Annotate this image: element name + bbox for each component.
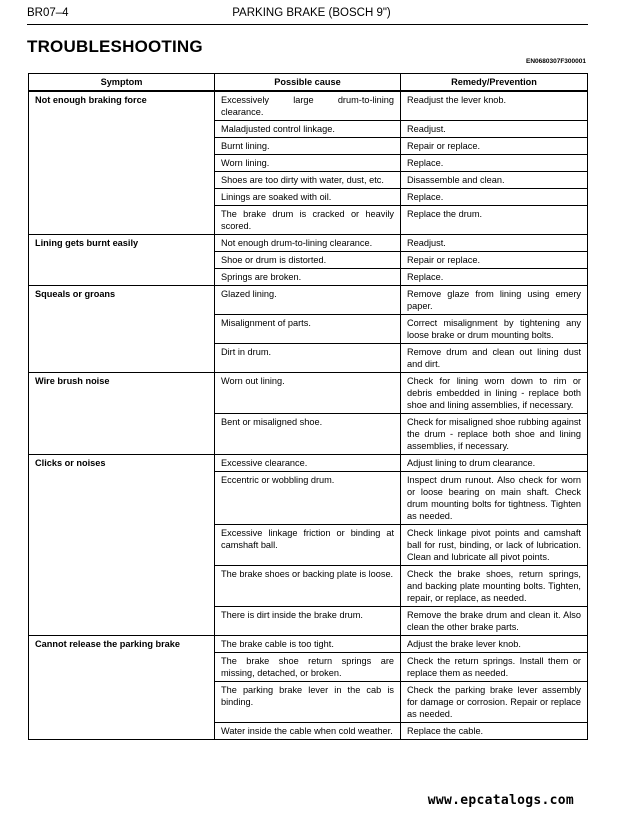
cause-cell: Shoes are too dirty with water, dust, etc. <box>215 172 401 189</box>
column-header-cause: Possible cause <box>215 74 401 92</box>
remedy-cell: Replace. <box>401 189 588 206</box>
cause-cell: The brake drum is cracked or heavily scored. <box>215 206 401 235</box>
header-divider <box>27 24 588 25</box>
page-code: BR07–4 <box>27 7 69 19</box>
table-row <box>29 636 588 653</box>
remedy-cell: Remove drum and clean out lining dust and dirt. <box>401 344 588 373</box>
cause-cell: Misalignment of parts. <box>215 315 401 344</box>
cause-cell: Excessively large drum-to-lining clearance. <box>215 91 401 121</box>
symptom-cell: Wire brush noise <box>29 373 215 455</box>
cause-cell: Not enough drum-to-lining clearance. <box>215 235 401 252</box>
cause-cell: Burnt lining. <box>215 138 401 155</box>
table-body <box>29 91 588 740</box>
symptom-cell: Lining gets burnt easily <box>29 235 215 286</box>
remedy-cell: Check the parking brake lever assembly for damage or corrosion. Repair or replace as needed. <box>401 682 588 723</box>
remedy-cell: Inspect drum runout. Also check for worn or loose bearing on main shaft. Check drum mounting bolts for tightness. Tighten as needed. <box>401 472 588 525</box>
cause-cell: Glazed lining. <box>215 286 401 315</box>
table-row <box>29 373 588 414</box>
symptom-cell: Squeals or groans <box>29 286 215 373</box>
cause-cell: Maladjusted control linkage. <box>215 121 401 138</box>
remedy-cell: Replace the cable. <box>401 723 588 740</box>
cause-cell: Bent or misaligned shoe. <box>215 414 401 455</box>
cause-cell: The brake shoes or backing plate is loose. <box>215 566 401 607</box>
remedy-cell: Adjust lining to drum clearance. <box>401 455 588 472</box>
document-code: EN0680307F300001 <box>526 58 586 65</box>
cause-cell: Excessive linkage friction or binding at camshaft ball. <box>215 525 401 566</box>
remedy-cell: Check linkage pivot points and camshaft ball for rust, binding, or lack of lubrication. Clean and lubricate all pivot points. <box>401 525 588 566</box>
table-header-row <box>29 74 588 92</box>
symptom-cell: Cannot release the parking brake <box>29 636 215 740</box>
table-row <box>29 91 588 121</box>
column-header-symptom: Symptom <box>29 74 215 92</box>
remedy-cell: Check for misaligned shoe rubbing against the drum - replace both shoe and lining assemblies, if necessary. <box>401 414 588 455</box>
cause-cell: The parking brake lever in the cab is binding. <box>215 682 401 723</box>
remedy-cell: Repair or replace. <box>401 252 588 269</box>
remedy-cell: Replace the drum. <box>401 206 588 235</box>
remedy-cell: Remove glaze from lining using emery paper. <box>401 286 588 315</box>
cause-cell: Springs are broken. <box>215 269 401 286</box>
table-row <box>29 286 588 315</box>
remedy-cell: Remove the brake drum and clean it. Also clean the other brake parts. <box>401 607 588 636</box>
section-title: PARKING BRAKE (BOSCH 9") <box>232 7 391 19</box>
symptom-cell: Clicks or noises <box>29 455 215 636</box>
remedy-cell: Repair or replace. <box>401 138 588 155</box>
column-header-remedy: Remedy/Prevention <box>401 74 588 92</box>
cause-cell: The brake cable is too tight. <box>215 636 401 653</box>
remedy-cell: Check the brake shoes, return springs, and backing plate mounting bolts. Tighten, repair, or replace, as needed. <box>401 566 588 607</box>
remedy-cell: Replace. <box>401 269 588 286</box>
symptom-cell: Not enough braking force <box>29 91 215 235</box>
remedy-cell: Readjust. <box>401 235 588 252</box>
cause-cell: The brake shoe return springs are missing, detached, or broken. <box>215 653 401 682</box>
cause-cell: There is dirt inside the brake drum. <box>215 607 401 636</box>
watermark-url: www.epcatalogs.com <box>427 793 574 808</box>
cause-cell: Worn lining. <box>215 155 401 172</box>
cause-cell: Dirt in drum. <box>215 344 401 373</box>
cause-cell: Shoe or drum is distorted. <box>215 252 401 269</box>
page-title: TROUBLESHOOTING <box>27 37 203 56</box>
table-row <box>29 235 588 252</box>
remedy-cell: Readjust. <box>401 121 588 138</box>
remedy-cell: Correct misalignment by tightening any loose brake or drum mounting bolts. <box>401 315 588 344</box>
remedy-cell: Check for lining worn down to rim or debris embedded in lining - replace both shoe and lining assemblies, if necessary. <box>401 373 588 414</box>
remedy-cell: Replace. <box>401 155 588 172</box>
troubleshooting-table <box>28 73 588 740</box>
cause-cell: Worn out lining. <box>215 373 401 414</box>
remedy-cell: Adjust the brake lever knob. <box>401 636 588 653</box>
cause-cell: Excessive clearance. <box>215 455 401 472</box>
remedy-cell: Readjust the lever knob. <box>401 91 588 121</box>
remedy-cell: Disassemble and clean. <box>401 172 588 189</box>
cause-cell: Linings are soaked with oil. <box>215 189 401 206</box>
cause-cell: Water inside the cable when cold weather. <box>215 723 401 740</box>
table-row <box>29 455 588 472</box>
cause-cell: Eccentric or wobbling drum. <box>215 472 401 525</box>
remedy-cell: Check the return springs. Install them or replace them as needed. <box>401 653 588 682</box>
